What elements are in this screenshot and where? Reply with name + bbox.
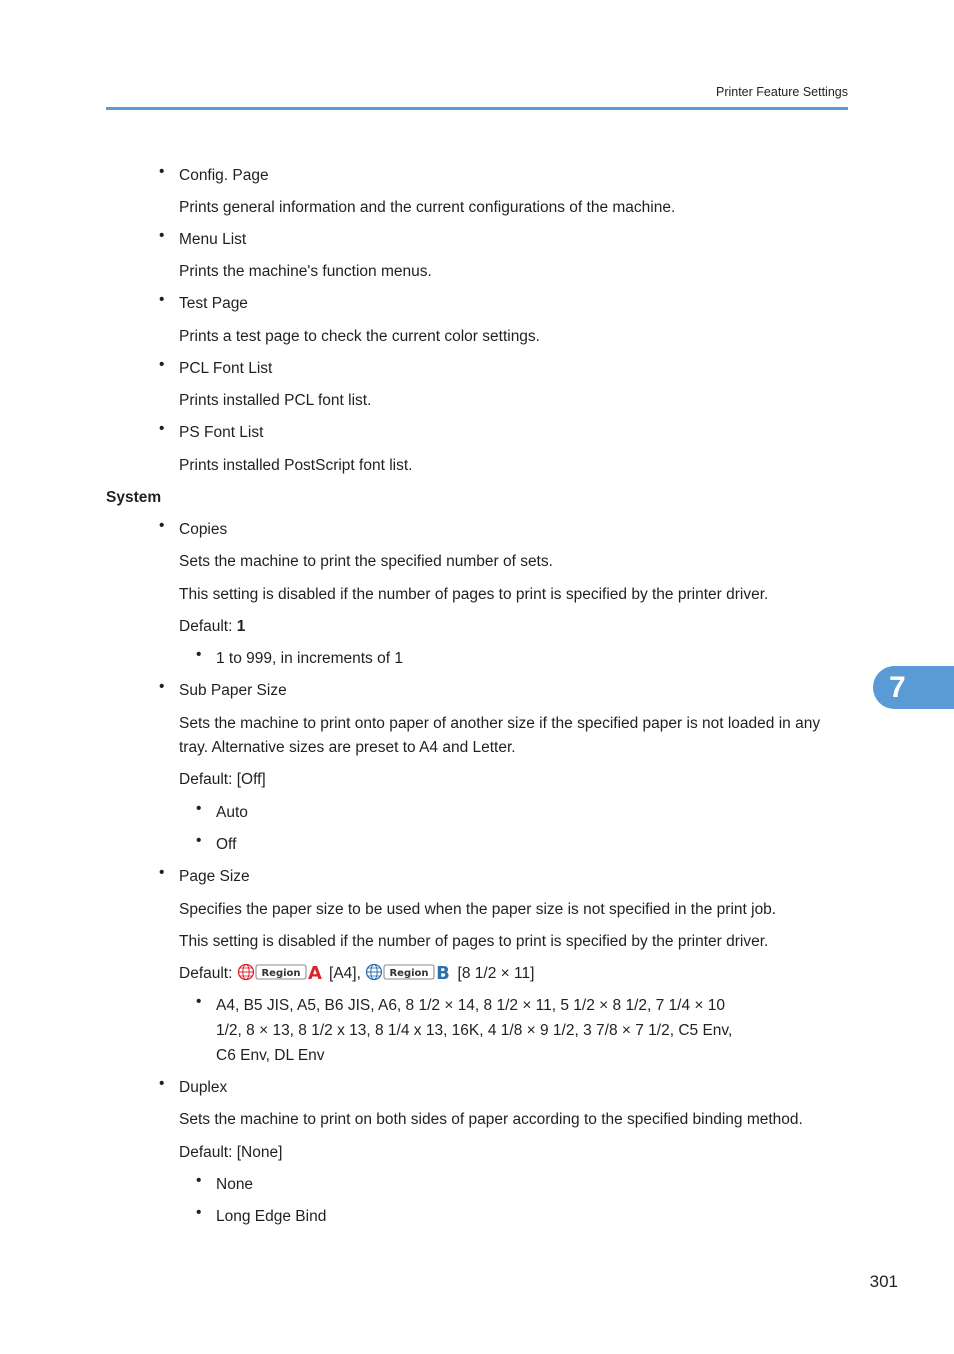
page-size-label: Page Size <box>179 868 250 885</box>
region-a-value: [A4], <box>324 965 366 982</box>
item-desc: Prints installed PostScript font list. <box>179 457 413 474</box>
default-prefix: Default: <box>179 965 237 982</box>
copies-label: Copies <box>179 521 228 538</box>
default-prefix: Default: <box>179 618 237 635</box>
chapter-tab: 7 <box>873 666 954 709</box>
sub-paper-size-desc-1: Sets the machine to print onto paper of another size if the specified paper is not loaded in any <box>179 715 821 732</box>
bullet: • <box>159 420 165 437</box>
duplex-default: Default: [None] <box>179 1144 283 1161</box>
bullet: • <box>196 1172 202 1189</box>
bullet: • <box>159 1075 165 1092</box>
copies-default <box>179 614 245 639</box>
page-size-default <box>179 961 534 989</box>
page-size-note: This setting is disabled if the number of pages to print is specified by the printer driver. <box>179 933 769 950</box>
bullet: • <box>159 291 165 308</box>
duplex-option: Long Edge Bind <box>216 1208 327 1225</box>
bullet: • <box>159 356 165 373</box>
bullet: • <box>159 517 165 534</box>
header-rule <box>106 107 848 110</box>
item-desc: Prints general information and the current configurations of the machine. <box>179 199 676 216</box>
region-text: Region <box>261 968 301 979</box>
bullet: • <box>196 646 202 663</box>
item-desc: Prints a test page to check the current color settings. <box>179 328 540 345</box>
region-text: Region <box>389 968 429 979</box>
page-size-desc: Specifies the paper size to be used when the paper size is not specified in the print job. <box>179 901 777 918</box>
header-title: Printer Feature Settings <box>715 85 848 99</box>
duplex-label: Duplex <box>179 1079 228 1096</box>
sub-paper-size-default: Default: [Off] <box>179 771 266 788</box>
bullet: • <box>159 678 165 695</box>
page-size-options-1: A4, B5 JIS, A5, B6 JIS, A6, 8 1/2 × 14, 8 1/2 × 11, 5 1/2 × 8 1/2, 7 1/4 × 10 <box>216 997 725 1014</box>
copies-desc: Sets the machine to print the specified number of sets. <box>179 553 553 570</box>
copies-option: 1 to 999, in increments of 1 <box>216 650 403 667</box>
page-size-options-3: C6 Env, DL Env <box>216 1047 325 1064</box>
bullet: • <box>196 993 202 1010</box>
bullet: • <box>159 227 165 244</box>
duplex-option: None <box>216 1176 254 1193</box>
region-a-badge <box>237 963 325 989</box>
item-desc: Prints the machine's function menus. <box>179 263 432 280</box>
globe-icon <box>238 965 253 980</box>
region-b-value: [8 1/2 × 11] <box>453 965 535 982</box>
item-label: Config. Page <box>179 167 269 184</box>
item-label: Menu List <box>179 231 247 248</box>
sub-paper-size-label: Sub Paper Size <box>179 682 287 699</box>
item-label: PCL Font List <box>179 360 273 377</box>
default-value: 1 <box>236 618 246 635</box>
bullet: • <box>159 163 165 180</box>
bullet: • <box>196 1204 202 1221</box>
item-label: PS Font List <box>179 424 264 441</box>
sub-paper-size-option: Auto <box>216 804 248 821</box>
duplex-desc: Sets the machine to print on both sides of paper according to the specified binding method. <box>179 1111 803 1128</box>
region-b-badge <box>365 963 453 989</box>
item-desc: Prints installed PCL font list. <box>179 392 372 409</box>
copies-note: This setting is disabled if the number of pages to print is specified by the printer driver. <box>179 586 769 603</box>
region-letter: A <box>307 963 322 981</box>
page-size-options-2: 1/2, 8 × 13, 8 1/2 x 13, 8 1/4 x 13, 16K, 4 1/8 × 9 1/2, 3 7/8 × 7 1/2, C5 Env, <box>216 1022 733 1039</box>
page-number: 301 <box>869 1272 898 1291</box>
region-letter: B <box>436 963 451 981</box>
bullet: • <box>196 800 202 817</box>
bullet: • <box>196 832 202 849</box>
globe-icon <box>367 965 382 980</box>
bullet: • <box>159 864 165 881</box>
section-heading: System <box>106 489 162 506</box>
sub-paper-size-option: Off <box>216 836 237 853</box>
item-label: Test Page <box>179 295 248 312</box>
sub-paper-size-desc-2: tray. Alternative sizes are preset to A4 and Letter. <box>179 739 516 756</box>
